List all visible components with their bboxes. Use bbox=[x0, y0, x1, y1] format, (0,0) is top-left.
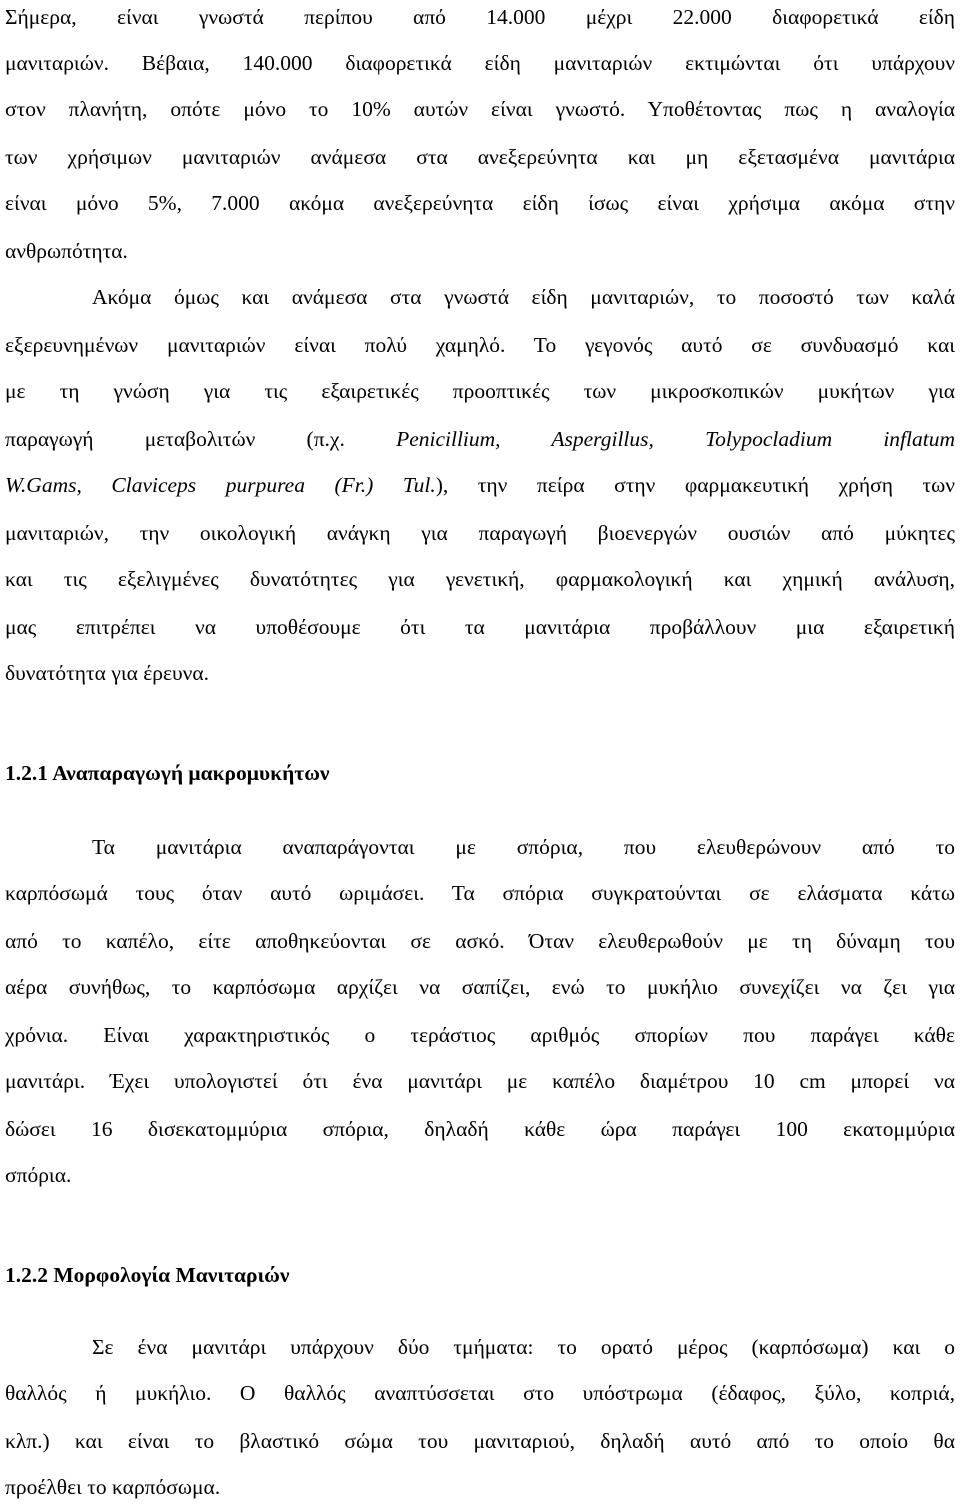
section-heading: 1.2.2 Μορφολογία Μανιταριών bbox=[5, 1263, 290, 1287]
section-heading: 1.2.1 Αναπαραγωγή μακρομυκήτων bbox=[5, 761, 330, 785]
species-names: Penicillium, Aspergillus, Tolypocladium inflatum bbox=[396, 427, 955, 451]
paragraph-line: δυνατότητα για έρευνα. bbox=[5, 661, 210, 685]
species-names: W.Gams, Claviceps purpurea (Fr.) Tul. bbox=[5, 473, 436, 497]
paragraph-line: μανιτάρι. Έχει υπολογιστεί ότι ένα μανιτάρι με καπέλο διαμέτρου 10 cm μπορεί να bbox=[5, 1069, 955, 1093]
paragraph-line: εξερευνημένων μανιταριών είναι πολύ χαμηλό. Το γεγονός αυτό σε συνδυασμό και bbox=[5, 333, 955, 357]
paragraph-line: προέλθει το καρπόσωμα. bbox=[5, 1475, 221, 1499]
paragraph-line: θαλλός ή μυκήλιο. Ο θαλλός αναπτύσσεται στο υπόστρωμα (έδαφος, ξύλο, κοπριά, bbox=[5, 1381, 955, 1405]
text-run: παραγωγή μεταβολιτών (π.χ. bbox=[5, 427, 397, 451]
paragraph-line: των χρήσιμων μανιταριών ανάμεσα στα ανεξερεύνητα και μη εξετασμένα μανιτάρια bbox=[5, 145, 955, 169]
paragraph-line: αέρα συνήθως, το καρπόσωμα αρχίζει να σαπίζει, ενώ το μυκήλιο συνεχίζει να ζει για bbox=[5, 975, 955, 999]
paragraph-line: με τη γνώση για τις εξαιρετικές προοπτικές των μικροσκοπικών μυκήτων για bbox=[5, 379, 955, 403]
paragraph-line bbox=[5, 470, 955, 500]
paragraph-line: καρπόσωμά τους όταν αυτό ωριμάσει. Τα σπόρια συγκρατούνται σε ελάσματα κάτω bbox=[5, 881, 955, 905]
paragraph-line: κλπ.) και είναι το βλαστικό σώμα του μανιταριού, δηλαδή αυτό από το οποίο θα bbox=[5, 1429, 955, 1453]
paragraph-line: είναι μόνο 5%, 7.000 ακόμα ανεξερεύνητα είδη ίσως είναι χρήσιμα ακόμα στην bbox=[5, 191, 955, 215]
paragraph-line: και τις εξελιγμένες δυνατότητες για γενετική, φαρμακολογική και χημική ανάλυση, bbox=[5, 567, 955, 591]
paragraph-line: στον πλανήτη, οπότε μόνο το 10% αυτών είναι γνωστό. Υποθέτοντας πως η αναλογία bbox=[5, 97, 955, 121]
paragraph-line: Σε ένα μανιτάρι υπάρχουν δύο τμήματα: το ορατό μέρος (καρπόσωμα) και ο bbox=[92, 1335, 955, 1359]
text-run: ), την πείρα στην φαρμακευτική χρήση των bbox=[435, 473, 955, 497]
paragraph-line: Ακόμα όμως και ανάμεσα στα γνωστά είδη μανιταριών, το ποσοστό των καλά bbox=[92, 285, 955, 309]
paragraph-line: χρόνια. Είναι χαρακτηριστικός ο τεράστιος αριθμός σπορίων που παράγει κάθε bbox=[5, 1023, 955, 1047]
paragraph-line: Σήμερα, είναι γνωστά περίπου από 14.000 μέχρι 22.000 διαφορετικά είδη bbox=[5, 5, 955, 29]
paragraph-line: ανθρωπότητα. bbox=[5, 239, 128, 263]
paragraph-line: δώσει 16 δισεκατομμύρια σπόρια, δηλαδή κάθε ώρα παράγει 100 εκατομμύρια bbox=[5, 1117, 955, 1141]
paragraph-line: σπόρια. bbox=[5, 1163, 72, 1187]
paragraph-line: Τα μανιτάρια αναπαράγονται με σπόρια, που ελευθερώνουν από το bbox=[92, 835, 955, 859]
paragraph-line: μανιταριών, την οικολογική ανάγκη για παραγωγή βιοενεργών ουσιών από μύκητες bbox=[5, 521, 955, 545]
paragraph-line: από το καπέλο, είτε αποθηκεύονται σε ασκό. Όταν ελευθερωθούν με τη δύναμη του bbox=[5, 929, 955, 953]
paragraph-line: μανιταριών. Βέβαια, 140.000 διαφορετικά είδη μανιταριών εκτιμώνται ότι υπάρχουν bbox=[5, 51, 955, 75]
paragraph-line bbox=[5, 424, 955, 454]
paragraph-line: μας επιτρέπει να υποθέσουμε ότι τα μανιτάρια προβάλλουν μια εξαιρετική bbox=[5, 615, 955, 639]
